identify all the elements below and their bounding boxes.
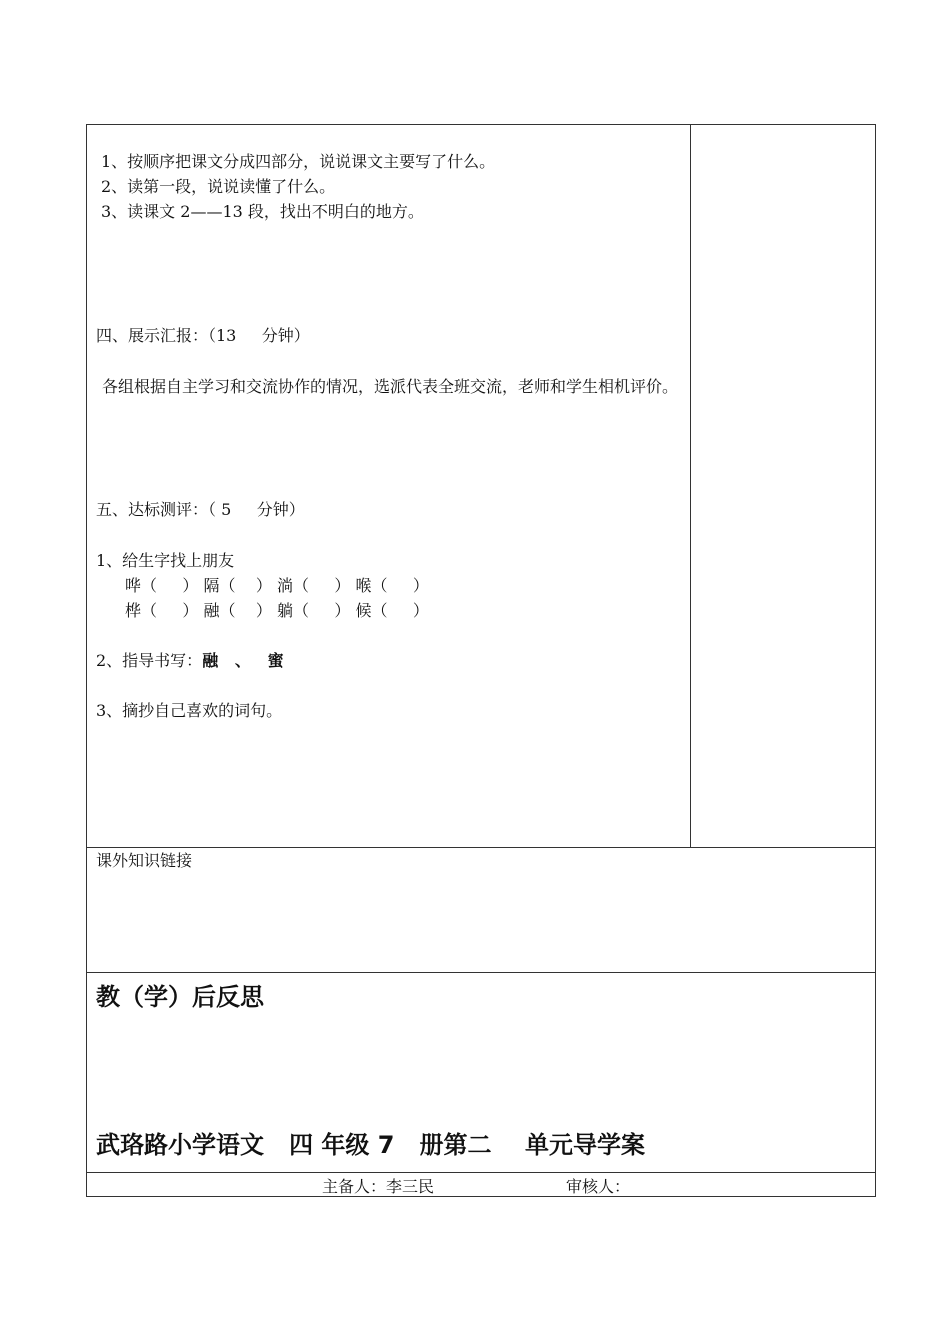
- reviewer: 审核人：: [566, 1177, 631, 1196]
- task-line-1: 1、按顺序把课文分成四部分，说说课文主要写了什么。: [101, 152, 496, 171]
- q1-row-1: 哗（ ） 隔（ ） 淌（ ） 喉（ ）: [125, 576, 429, 595]
- section4-heading: 四、展示汇报：（13 分钟）: [96, 326, 310, 345]
- row-divider-extra: [87, 847, 875, 848]
- task-line-3: 3、读课文 2——13 段，找出不明白的地方。: [101, 202, 424, 221]
- section5-heading: 五、达标测评：（ 5 分钟）: [96, 500, 305, 519]
- row-divider-footer: [87, 1172, 875, 1173]
- q3-line: 3、摘抄自己喜欢的词句。: [96, 701, 283, 720]
- section4-body: 各组根据自主学习和交流协作的情况，选派代表全班交流，老师和学生相机评价。: [102, 377, 679, 396]
- task-line-2: 2、读第一段，说说读懂了什么。: [101, 177, 336, 196]
- q2-line: [96, 649, 284, 673]
- q1-title: 1、给生字找上朋友: [96, 551, 235, 570]
- q2-characters: 融 、 蜜: [202, 651, 284, 670]
- reflection-title: 教（学）后反思: [96, 983, 264, 1011]
- footer-title: 武珞路小学语文 四 年级 7 册第二 单元导学案: [96, 1131, 645, 1159]
- q2-prefix: 2、指导书写：: [96, 651, 203, 670]
- q1-row-2: 桦（ ） 融（ ） 躺（ ） 候（ ）: [125, 601, 429, 620]
- extra-section-label: 课外知识链接: [96, 851, 193, 870]
- preparer: 主备人：李三民: [322, 1177, 435, 1196]
- row-divider-reflection: [87, 972, 875, 973]
- column-divider: [690, 125, 691, 847]
